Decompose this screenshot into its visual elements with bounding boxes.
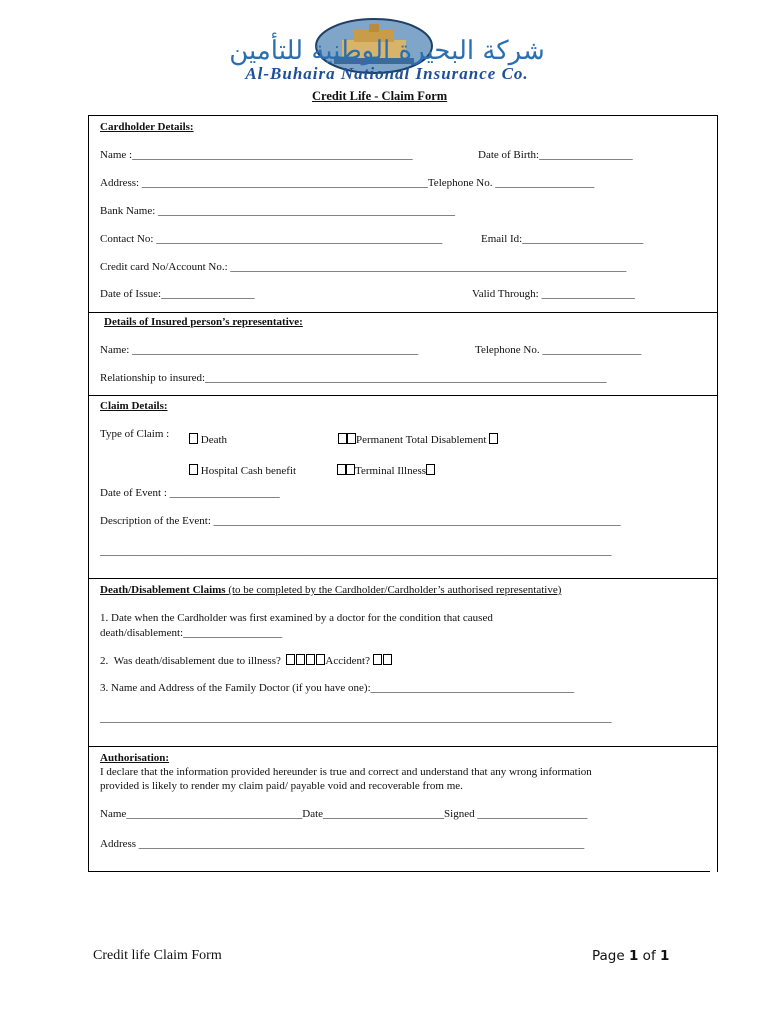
checkbox-icon xyxy=(426,464,435,475)
logo-arabic-text: شركة البحيرة الوطنية للتأمين xyxy=(229,36,545,66)
checkbox-icon[interactable] xyxy=(189,433,198,444)
footer-title: Credit life Claim Form xyxy=(93,948,222,963)
frame-left-border xyxy=(88,115,89,872)
representative-relationship-field[interactable]: Relationship to insured:_________________________________________________________________________ xyxy=(100,372,607,384)
cardholder-contact-field[interactable]: Contact No: ____________________________________________________ xyxy=(100,233,443,245)
claim-option-death[interactable] xyxy=(189,428,227,447)
authorisation-sign-line[interactable]: Name________________________________Date______________________Signed ____________________ xyxy=(100,808,588,820)
page-current: 1 xyxy=(628,948,639,964)
cardholder-address-field[interactable]: Address: ____________________________________________________Telephone No. __________________ xyxy=(100,177,595,189)
checkbox-icon[interactable] xyxy=(286,654,295,665)
frame-right-border xyxy=(717,115,718,872)
cardholder-name-field[interactable]: Name :___________________________________________________ xyxy=(100,149,413,161)
option-label: Death xyxy=(198,434,228,446)
section-divider xyxy=(88,578,718,579)
checkbox-icon xyxy=(346,464,355,475)
page-word: Page xyxy=(592,948,629,964)
event-description-field[interactable]: Description of the Event: __________________________________________________________________________ xyxy=(100,515,621,527)
company-logo xyxy=(92,14,682,84)
representative-phone-field[interactable]: Telephone No. __________________ xyxy=(475,344,642,356)
section-divider xyxy=(88,312,718,313)
authorisation-declaration-line2: provided is likely to render my claim paid/ payable void and recoverable from me. xyxy=(100,780,463,792)
option-label: Terminal Illness xyxy=(355,465,427,477)
page-total: 1 xyxy=(660,948,670,964)
question-1: 1. Date when the Cardholder was first examined by a doctor for the condition that caused xyxy=(100,612,493,624)
logo-english-text: Al-Buhaira National Insurance Co. xyxy=(245,64,529,83)
question-1-field[interactable]: death/disablement:__________________ xyxy=(100,627,283,639)
cardholder-email-field[interactable]: Email Id:______________________ xyxy=(481,233,644,245)
authorisation-heading: Authorisation: xyxy=(100,752,170,764)
checkbox-icon xyxy=(296,654,305,665)
checkbox-icon[interactable] xyxy=(338,433,347,444)
question-2-text-a: 2. Was death/disablement due to illness? xyxy=(100,655,287,667)
checkbox-icon xyxy=(489,433,498,444)
option-label: Hospital Cash benefit xyxy=(198,465,297,477)
page-number xyxy=(592,948,669,964)
death-claims-heading xyxy=(100,584,561,596)
representative-heading: Details of Insured person’s representative: xyxy=(104,316,303,328)
form-title: Credit Life - Claim Form xyxy=(312,89,448,103)
authorisation-address-field[interactable]: Address _________________________________________________________________________________ xyxy=(100,838,585,850)
question-2-text-b: Accident? xyxy=(325,655,373,667)
claim-heading: Claim Details: xyxy=(100,400,168,412)
cardholder-card-field[interactable]: Credit card No/Account No.: ________________________________________________________________________ xyxy=(100,261,627,273)
authorisation-declaration-line1: I declare that the information provided hereunder is true and correct and understand that any wrong information xyxy=(100,766,592,778)
page-of: of xyxy=(638,948,660,964)
claim-option-terminal[interactable] xyxy=(337,459,435,478)
option-label: Permanent Total Disablement xyxy=(356,434,490,446)
death-claims-title: Death/Disablement Claims xyxy=(100,584,226,596)
checkbox-icon[interactable] xyxy=(189,464,198,475)
cardholder-bank-field[interactable]: Bank Name: ______________________________________________________ xyxy=(100,205,456,217)
checkbox-icon[interactable] xyxy=(337,464,346,475)
event-description-line2[interactable]: _____________________________________________________________________________________________ xyxy=(100,545,612,557)
cardholder-issue-field[interactable]: Date of Issue:_________________ xyxy=(100,288,255,300)
checkbox-icon xyxy=(306,654,315,665)
death-claims-note: (to be completed by the Cardholder/Cardholder’s authorised representative) xyxy=(225,584,562,596)
question-2 xyxy=(100,654,392,667)
representative-name-field[interactable]: Name: ____________________________________________________ xyxy=(100,344,419,356)
cardholder-dob-field[interactable]: Date of Birth:_________________ xyxy=(478,149,633,161)
section-divider xyxy=(88,395,718,396)
cardholder-heading: Cardholder Details: xyxy=(100,121,194,133)
claim-option-hospital[interactable] xyxy=(189,459,296,478)
claim-type-label: Type of Claim : xyxy=(100,428,170,440)
cardholder-valid-field[interactable]: Valid Through: _________________ xyxy=(472,288,635,300)
checkbox-icon xyxy=(373,654,382,665)
frame-bottom-border xyxy=(88,871,710,872)
question-3[interactable]: 3. Name and Address of the Family Doctor (if you have one):_____________________________________ xyxy=(100,682,575,694)
question-3-line2[interactable]: _____________________________________________________________________________________________ xyxy=(100,712,612,724)
event-date-field[interactable]: Date of Event : ____________________ xyxy=(100,487,280,499)
checkbox-icon xyxy=(347,433,356,444)
claim-option-ptd[interactable] xyxy=(338,428,498,447)
section-divider xyxy=(88,746,718,747)
frame-top-border xyxy=(88,115,718,116)
checkbox-icon xyxy=(383,654,392,665)
